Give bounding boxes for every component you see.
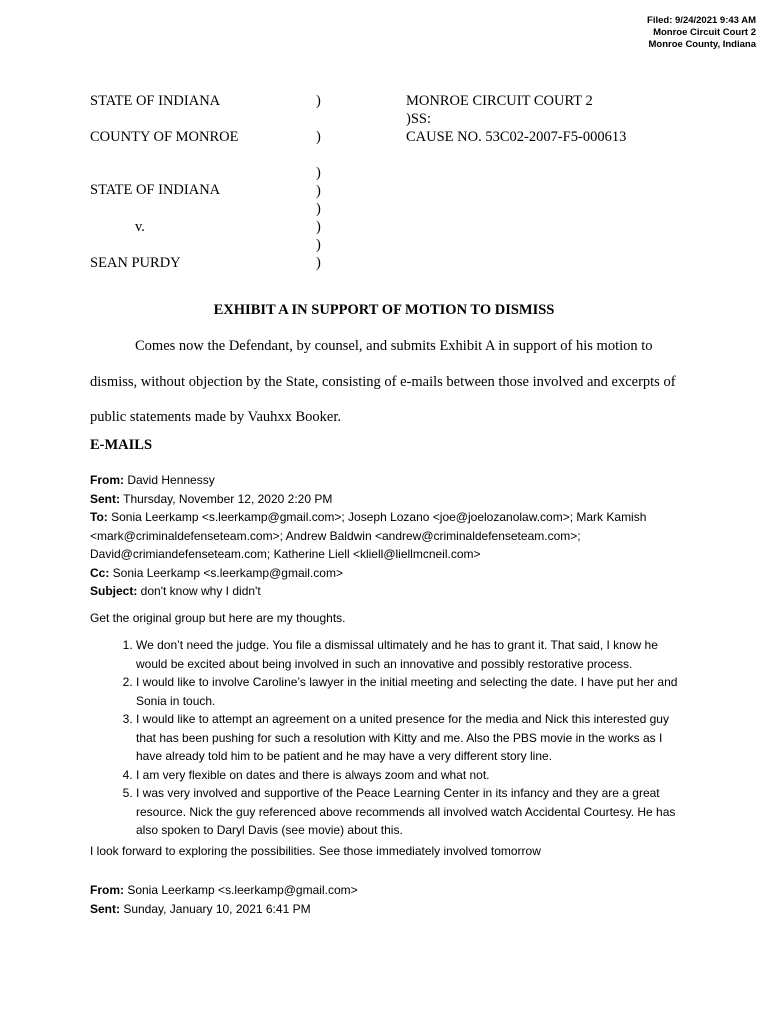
email-from xyxy=(90,471,690,490)
from-label: From: xyxy=(90,883,124,897)
email-sent xyxy=(90,900,690,919)
caption-court: MONROE CIRCUIT COURT 2 xyxy=(406,93,593,109)
email-message xyxy=(90,471,690,860)
caption-county: COUNTY OF MONROE xyxy=(90,129,239,145)
document-title: EXHIBIT A IN SUPPORT OF MOTION TO DISMISS xyxy=(213,302,555,318)
list-item: 2. I would like to involve Caroline’s lawyer in the initial meeting and selecting the date. I have put her and Sonia in touch. xyxy=(136,673,690,710)
sent-value: Sunday, January 10, 2021 6:41 PM xyxy=(120,901,311,916)
subject-value: don't know why I didn't xyxy=(137,584,261,598)
email-subject xyxy=(90,582,690,601)
cc-label: Cc: xyxy=(90,565,110,580)
caption-defendant: SEAN PURDY xyxy=(90,255,181,271)
sent-label: Sent: xyxy=(90,491,120,506)
email-to-continued: <mark@criminaldefenseteam.com>; Andrew Baldwin <andrew@criminaldefenseteam.com>; xyxy=(90,528,581,543)
caption-paren: ) xyxy=(316,219,321,235)
case-caption xyxy=(90,93,690,278)
caption-paren: ) xyxy=(316,165,321,181)
list-item: 5. I was very involved and supportive of the Peace Learning Center in its infancy and they are a great resource. Nick the guy referenced above recommends all involved watch Accidental Courtesy. He has also spoken to Daryl Davis (see movie) about this. xyxy=(136,784,690,840)
caption-paren: ) xyxy=(316,255,321,271)
sent-value: Thursday, November 12, 2020 2:20 PM xyxy=(120,491,333,506)
email-body-lead: Get the original group but here are my thoughts. xyxy=(90,610,346,625)
email-sent xyxy=(90,490,690,509)
caption-paren: ) xyxy=(316,237,321,253)
from-label: From: xyxy=(90,473,124,487)
caption-paren: ) xyxy=(316,201,321,217)
caption-versus: v. xyxy=(135,219,145,235)
list-item: 4. I am very flexible on dates and there is always zoom and what not. xyxy=(136,766,690,785)
email-to-continued: David@crimiandefenseteam.com; Katherine Liell <kliell@liellmcneil.com> xyxy=(90,547,481,561)
caption-ss: )SS: xyxy=(406,111,431,127)
caption-paren: ) xyxy=(316,129,321,145)
caption-state: STATE OF INDIANA xyxy=(90,93,221,109)
from-value: David Hennessy xyxy=(124,473,215,487)
filing-stamp-court: Monroe Circuit Court 2 xyxy=(653,27,756,38)
filing-stamp-date: Filed: 9/24/2021 9:43 AM xyxy=(647,15,756,26)
caption-cause-number: CAUSE NO. 53C02-2007-F5-000613 xyxy=(406,129,627,145)
to-value: Sonia Leerkamp <s.leerkamp@gmail.com>; Joseph Lozano <joe@joelozanolaw.com>; Mark Kamish xyxy=(107,510,647,524)
intro-paragraph: Comes now the Defendant, by counsel, and submits Exhibit A in support of his motion to dismiss, without objection by the State, consisting of e-mails between those involved and excerpts of public statements made by Vauhxx Booker. xyxy=(90,338,676,425)
email-cc xyxy=(90,564,690,583)
to-label: To: xyxy=(90,510,108,524)
list-item: 3. I would like to attempt an agreement on a united presence for the media and Nick this interested guy that has been pushing for such a resolution with Kitty and me. Also the PBS movie in the works as I have already told him to be patient and he may have a very different story line. xyxy=(136,710,690,766)
caption-plaintiff: STATE OF INDIANA xyxy=(90,182,221,198)
caption-paren: ) xyxy=(316,93,321,109)
list-item: 1. We don’t need the judge. You file a dismissal ultimately and he has to grant it. That said, I know he would be excited about being involved in such an innovative and possibly restorative process. xyxy=(136,636,690,673)
cc-value: Sonia Leerkamp <s.leerkamp@gmail.com> xyxy=(109,565,343,580)
sent-label: Sent: xyxy=(90,901,120,916)
filing-stamp xyxy=(647,15,756,51)
caption-paren: ) xyxy=(316,183,321,199)
email-thoughts-list xyxy=(90,636,690,840)
from-value: Sonia Leerkamp <s.leerkamp@gmail.com> xyxy=(124,883,358,897)
filing-stamp-county: Monroe County, Indiana xyxy=(648,39,756,50)
email-from xyxy=(90,881,690,900)
subject-label: Subject: xyxy=(90,584,138,598)
email-closing: I look forward to exploring the possibilities. See those immediately involved tomorrow xyxy=(90,843,541,858)
section-heading: E-MAILS xyxy=(90,437,153,453)
email-to xyxy=(90,508,690,527)
email-message xyxy=(90,881,690,918)
